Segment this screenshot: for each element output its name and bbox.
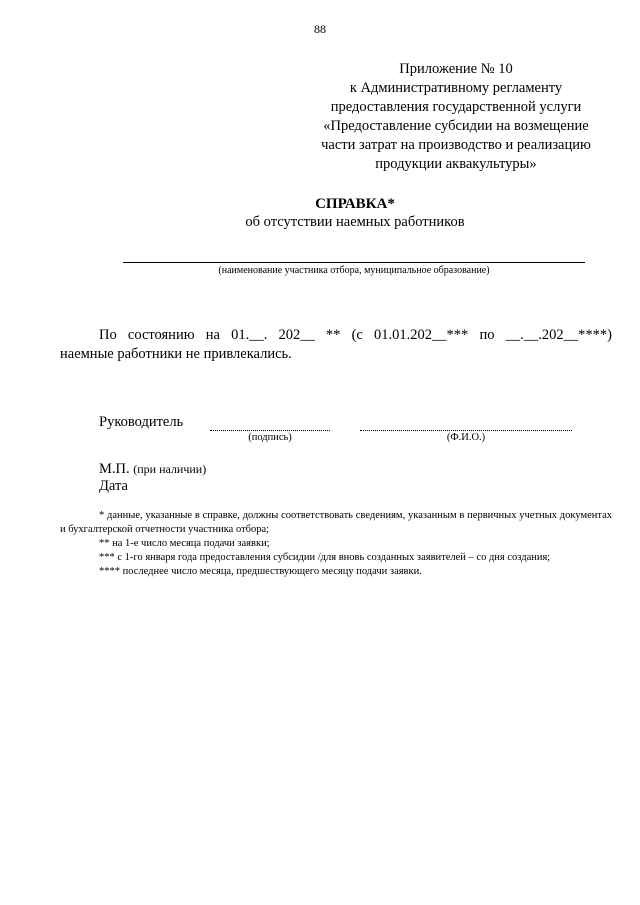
appendix-line: продукции аквакультуры» — [375, 156, 537, 172]
statement-word: 01.01.202__*** — [374, 327, 469, 343]
document-title: СПРАВКА* — [315, 196, 395, 212]
participant-name-caption: (наименование участника отбора, муниципальное образование) — [218, 265, 490, 276]
appendix-line: Приложение № 10 — [399, 61, 513, 77]
page-number: 88 — [314, 22, 326, 36]
stamp-abbrev: М.П. — [99, 461, 130, 477]
statement-line-2: наемные работники не привлекались. — [60, 346, 292, 362]
head-label: Руководитель — [99, 414, 184, 430]
statement-word: __.__.202__****) — [505, 327, 612, 343]
footnote-item: ** на 1-е число месяца подачи заявки; — [99, 538, 270, 549]
full-name-caption: (Ф.И.О.) — [446, 432, 486, 443]
statement-word: По — [99, 327, 117, 343]
date-label: Дата — [99, 478, 128, 494]
statement-body — [60, 326, 612, 364]
signature-line — [210, 430, 330, 431]
statement-word: состоянию — [127, 327, 195, 343]
appendix-header — [300, 60, 612, 174]
participant-name-line — [123, 262, 585, 263]
appendix-line: части затрат на производство и реализацию — [321, 137, 591, 153]
statement-word: ** — [325, 327, 341, 343]
signature-caption: (подпись) — [248, 432, 292, 443]
appendix-line: «Предоставление субсидии на возмещение — [323, 118, 589, 134]
statement-line-1 — [60, 326, 612, 345]
appendix-line: к Административному регламенту — [349, 80, 563, 96]
statement-word: (с — [351, 327, 363, 343]
statement-word: 01.__. — [231, 327, 268, 343]
footnote-item: * данные, указанные в справке, должны соответствовать сведениям, указанным в первичных учетных документах и бухгалтерской отчетности участника отбора; — [60, 510, 612, 535]
statement-word: на — [205, 327, 220, 343]
document-subtitle: об отсутствии наемных работников — [245, 214, 465, 230]
footnote-item: *** с 1-го января года предоставления субсидии /для вновь созданных заявителей – со дня создания; — [99, 552, 551, 563]
footnotes — [60, 509, 612, 579]
stamp-label — [99, 461, 206, 478]
statement-word: 202__ — [278, 327, 315, 343]
appendix-line: предоставления государственной услуги — [330, 99, 582, 115]
statement-word: по — [479, 327, 495, 343]
footnote-item: **** последнее число месяца, предшествующего месяцу подачи заявки. — [99, 566, 422, 577]
full-name-line — [360, 430, 572, 431]
stamp-note: (при наличии) — [133, 462, 207, 476]
